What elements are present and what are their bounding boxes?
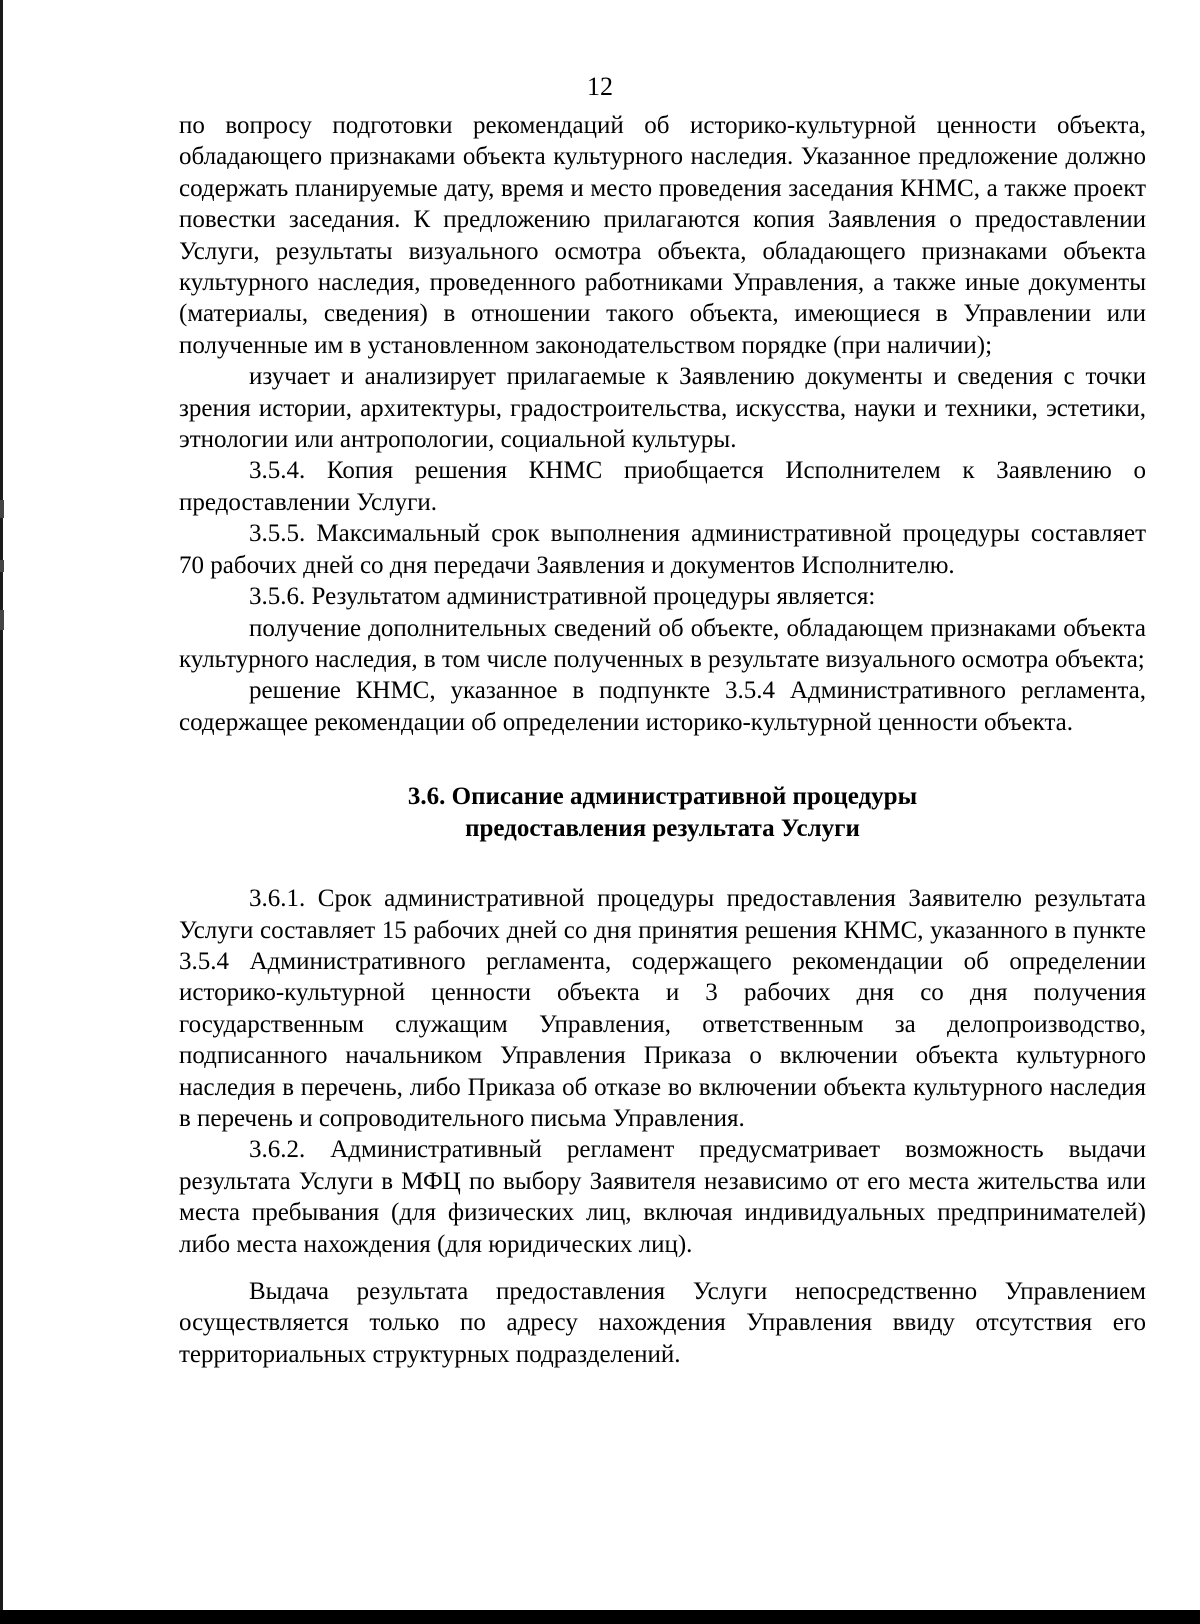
paragraph-3-5-4: 3.5.4. Копия решения КНМС приобщается Исполнителем к Заявлению о предоставлении Услуги. bbox=[179, 457, 1146, 516]
section-heading-3-6 bbox=[179, 781, 1146, 845]
paragraph-result-item-1: получение дополнительных сведений об объекте, обладающем признаками объекта культурного наследия, в том числе полученных в результате визуального осмотра объекта; bbox=[179, 614, 1146, 673]
scan-margin-mark bbox=[0, 610, 4, 630]
paragraph-3-5-5: 3.5.5. Максимальный срок выполнения административной процедуры составляет 70 рабочих дней со дня передачи Заявления и документов Исполнителю. bbox=[179, 520, 1146, 579]
paragraph-3-6-2: 3.6.2. Административный регламент предусматривает возможность выдачи результата Услуги в МФЦ по выбору Заявителя независимо от его места жительства или места пребывания (для физических лиц, включая индивидуальных предпринимателей) либо места нахождения (для юридических лиц). bbox=[179, 1136, 1146, 1258]
document-body bbox=[179, 110, 1146, 1370]
paragraph-issuance: Выдача результата предоставления Услуги непосредственно Управлением осуществляется только по адресу нахождения Управления ввиду отсутствия его территориальных структурных подразделений. bbox=[179, 1278, 1146, 1368]
paragraph-result-item-2: решение КНМС, указанное в подпункте 3.5.4 Административного регламента, содержащее рекомендации об определении историко-культурной ценности объекта. bbox=[179, 677, 1146, 736]
section-heading-line: предоставления результата Услуги bbox=[465, 815, 860, 843]
scan-left-edge bbox=[0, 0, 3, 1624]
scan-margin-mark bbox=[0, 560, 4, 572]
scan-bottom-edge bbox=[0, 1610, 1200, 1624]
paragraph-continuation: по вопросу подготовки рекомендаций об историко-культурной ценности объекта, обладающего признаками объекта культурного наследия. Указанное предложение должно содержать планируемые дату, время и место проведения заседания КНМС, а также проект повестки заседания. К предложению прилагаются копия Заявления о предоставлении Услуги, результаты визуального осмотра объекта, обладающего признаками объекта культурного наследия, проведенного работниками Управления, а также иные документы (материалы, сведения) в отношении такого объекта, имеющиеся в Управлении или полученные им в установленном законодательством порядке (при наличии); bbox=[179, 112, 1146, 359]
section-heading-line: 3.6. Описание административной процедуры bbox=[407, 783, 918, 811]
page-number: 12 bbox=[587, 72, 613, 101]
paragraph-3-6-1: 3.6.1. Срок административной процедуры предоставления Заявителю результата Услуги составляет 15 рабочих дней со дня принятия решения КНМС, указанного в пункте 3.5.4 Административного регламента, содержащего рекомендации об определении историко-культурной ценности объекта и 3 рабочих дня со дня получения государственным служащим Управления, ответственным за делопроизводство, подписанного начальником Управления Приказа о включении объекта культурного наследия в перечень, либо Приказа об отказе во включении объекта культурного наследия в перечень и сопроводительного письма Управления. bbox=[179, 885, 1146, 1132]
paragraph-3-5-6: 3.5.6. Результатом административной процедуры является: bbox=[249, 583, 876, 611]
paragraph-study-documents: изучает и анализирует прилагаемые к Заявлению документы и сведения с точки зрения истории, архитектуры, градостроительства, искусства, науки и техники, эстетики, этнологии или антропологии, социальной культуры. bbox=[179, 363, 1146, 454]
scan-margin-mark bbox=[0, 500, 4, 518]
